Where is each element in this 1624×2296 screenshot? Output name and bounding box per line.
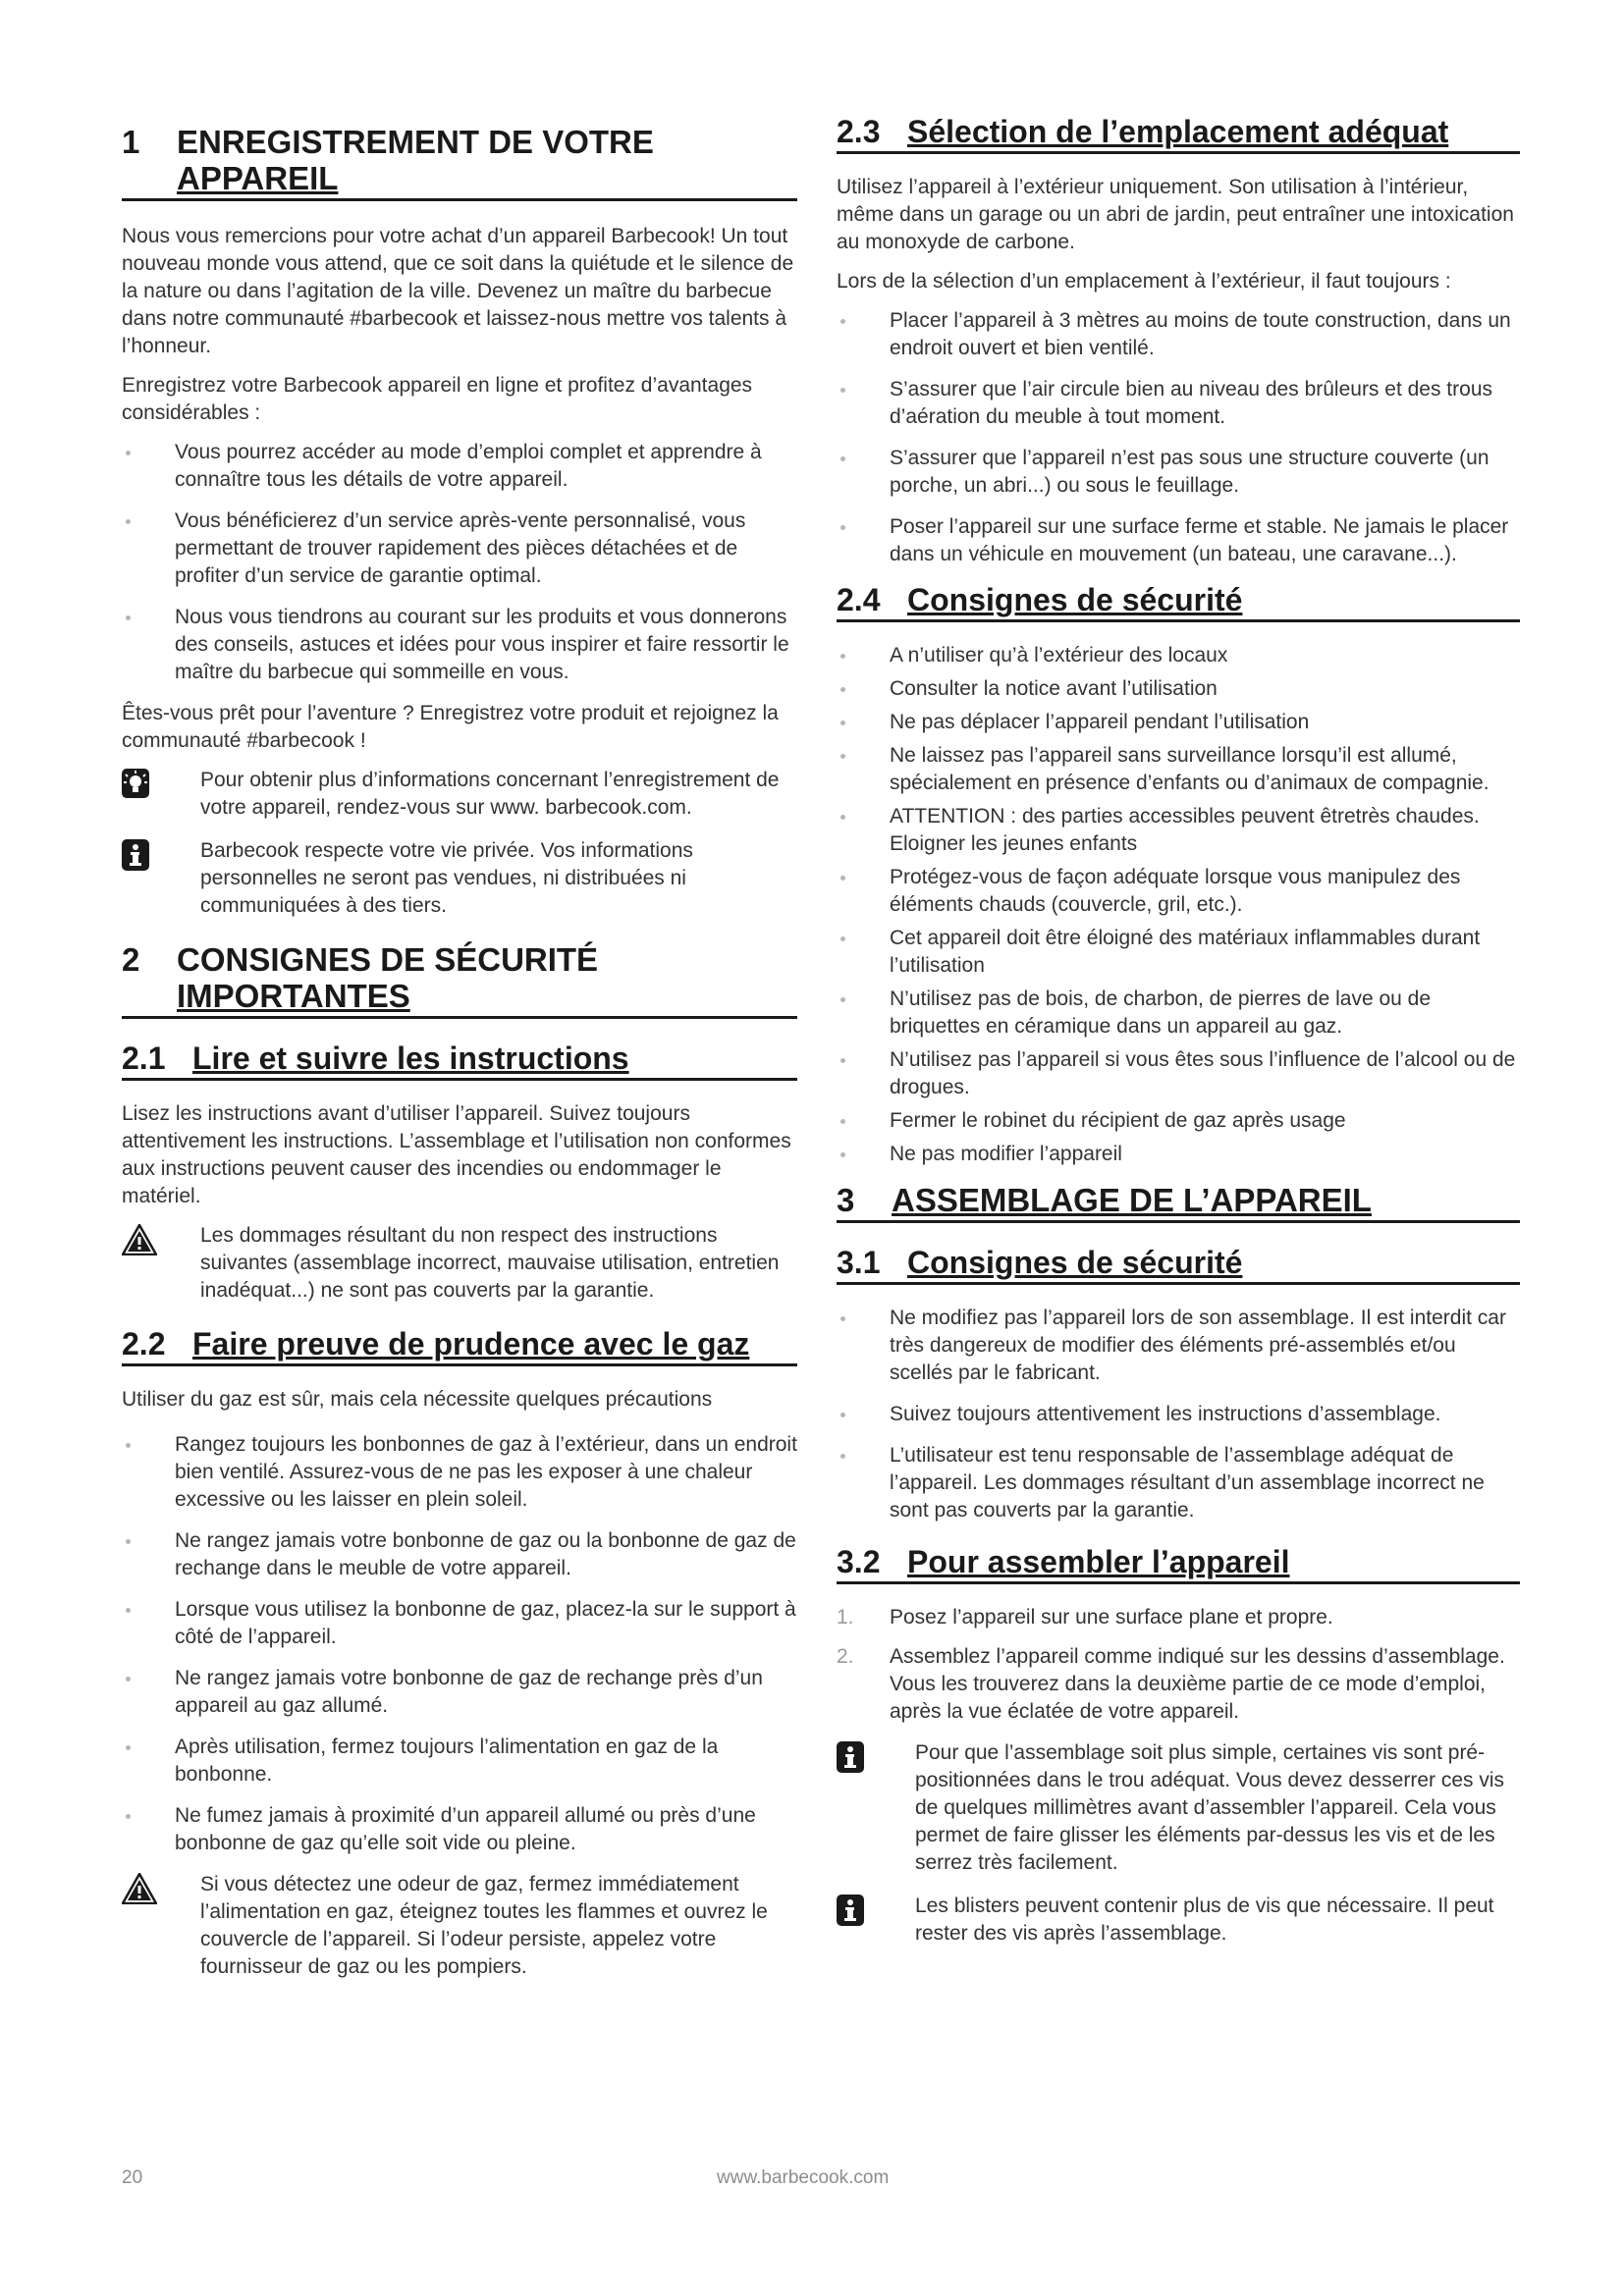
section-2-1-title: Lire et suivre les instructions xyxy=(192,1041,629,1076)
section-3-1-number: 3.1 xyxy=(837,1245,881,1280)
section-2-3-heading xyxy=(837,114,1520,154)
blisters-note-text: Les blisters peuvent contenir plus de vis que nécessaire. Il peut rester des vis après l’assemblage. xyxy=(915,1895,1494,1945)
step-number: 1. xyxy=(837,1606,854,1629)
info-icon xyxy=(837,1893,895,1948)
list-item: S’assurer que l’appareil n’est pas sous une structure couverte (un porche, un abri...) ou sous le feuillage. xyxy=(837,445,1520,500)
location-list xyxy=(837,307,1520,568)
lightbulb-icon xyxy=(122,767,181,822)
right-column xyxy=(837,114,1520,1963)
step-number: 2. xyxy=(837,1645,854,1668)
section-2-1-heading xyxy=(122,1041,797,1081)
assembly-steps-list xyxy=(837,1604,1520,1726)
list-item: Consulter la notice avant l’utilisation xyxy=(837,675,1520,703)
list-item: Suivez toujours attentivement les instructions d’assemblage. xyxy=(837,1401,1520,1428)
list-item: Ne rangez jamais votre bonbonne de gaz de rechange près d’un appareil au gaz allumé. xyxy=(122,1665,797,1720)
step-text: Posez l’appareil sur une surface plane et propre. xyxy=(890,1606,1333,1629)
privacy-note xyxy=(122,837,797,920)
section-2-3-number: 2.3 xyxy=(837,114,881,149)
section-2-1-text: Lisez les instructions avant d’utiliser l’appareil. Suivez toujours attentivement les instructions. L’assemblage et l’utilisation non conformes aux instructions peuvent causer des incendies ou endommager le matériel. xyxy=(122,1102,791,1207)
section-2-title-line2: IMPORTANTES xyxy=(177,978,410,1014)
safety-instructions-list xyxy=(837,642,1520,1168)
section-2-heading xyxy=(122,941,797,1019)
section-2-title-line1: CONSIGNES DE SÉCURITÉ xyxy=(177,941,599,978)
list-item: Vous pourrez accéder au mode d’emploi complet et apprendre à connaître tous les détails de votre appareil. xyxy=(122,439,797,494)
list-item: Ne pas modifier l’appareil xyxy=(837,1141,1520,1168)
footer-website: www.barbecook.com xyxy=(717,2167,890,2188)
list-item: A n’utiliser qu’à l’extérieur des locaux xyxy=(837,642,1520,669)
list-item: Ne fumez jamais à proximité d’un appareil allumé ou près d’une bonbonne de gaz qu’elle soit vide ou pleine. xyxy=(122,1802,797,1857)
gas-smell-warning-text: Si vous détectez une odeur de gaz, fermez immédiatement l’alimentation en gaz, éteignez toutes les flammes et ouvrez le couvercle de l’appareil. Si l’odeur persiste, appelez votre fournisseur de gaz ou les pompiers. xyxy=(200,1873,768,1978)
section-2-4-heading xyxy=(837,582,1520,622)
list-item: Ne modifiez pas l’appareil lors de son assemblage. Il est interdit car très dangereux de modifier des éléments pré-assemblés et/ou scellés par le fabricant. xyxy=(837,1305,1520,1387)
list-item: Protégez-vous de façon adéquate lorsque vous manipulez des éléments chauds (couvercle, gril, etc.). xyxy=(837,864,1520,919)
section-3-2-heading xyxy=(837,1544,1520,1584)
list-item: Cet appareil doit être éloigné des matériaux inflammables durant l’utilisation xyxy=(837,925,1520,980)
screws-note xyxy=(837,1739,1520,1877)
gas-smell-warning xyxy=(122,1871,797,1981)
section-3-title: ASSEMBLAGE DE L’APPAREIL xyxy=(892,1182,1372,1218)
tip-note-text: Pour obtenir plus d’informations concernant l’enregistrement de votre appareil, rendez-vous sur www. barbecook.com. xyxy=(200,769,780,819)
section-3-heading xyxy=(837,1182,1520,1223)
list-item: Ne pas déplacer l’appareil pendant l’utilisation xyxy=(837,709,1520,736)
list-item: Ne laissez pas l’appareil sans surveillance lorsqu’il est allumé, spécialement en présence d’enfants ou d’animaux de compagnie. xyxy=(837,742,1520,797)
list-item xyxy=(837,1604,1520,1631)
warranty-warning-text: Les dommages résultant du non respect des instructions suivantes (assemblage incorrect, mauvaise utilisation, entretien inadéquat...) ne sont pas couverts par la garantie. xyxy=(200,1224,780,1302)
gas-precautions-list xyxy=(122,1431,797,1857)
section-3-2-title: Pour assembler l’appareil xyxy=(907,1544,1290,1579)
section-3-1-title: Consignes de sécurité xyxy=(907,1245,1243,1280)
left-column xyxy=(122,124,797,1997)
warning-icon xyxy=(122,1871,181,1981)
section-3-1-heading xyxy=(837,1245,1520,1285)
list-item: S’assurer que l’air circule bien au niveau des brûleurs et des trous d’aération du meuble à tout moment. xyxy=(837,376,1520,431)
warranty-warning xyxy=(122,1222,797,1305)
tip-note xyxy=(122,767,797,822)
blisters-note xyxy=(837,1893,1520,1948)
section-3-number: 3 xyxy=(837,1182,855,1218)
section-2-4-number: 2.4 xyxy=(837,582,881,617)
intro-paragraph-1: Nous vous remercions pour votre achat d’un appareil Barbecook! Un tout nouveau monde vous attend, que ce soit dans la quiétude et le silence de la nature ou dans l’agitation de la ville. Devenez un maître du barbecue dans notre communauté #barbecook et laissez-nous mettre vos talents à l’honneur. xyxy=(122,225,794,357)
list-item: L’utilisateur est tenu responsable de l’assemblage adéquat de l’appareil. Les dommages résultant d’un assemblage incorrect ne sont pas couverts par la garantie. xyxy=(837,1442,1520,1524)
benefits-list xyxy=(122,439,797,686)
section-1-title-line1: ENREGISTREMENT DE VOTRE xyxy=(177,124,654,160)
section-2-2-title: Faire preuve de prudence avec le gaz xyxy=(192,1326,750,1362)
list-item: Ne rangez jamais votre bonbonne de gaz ou la bonbonne de gaz de rechange dans le meuble de votre appareil. xyxy=(122,1527,797,1582)
section-2-2-text: Utiliser du gaz est sûr, mais cela nécessite quelques précautions xyxy=(122,1388,713,1411)
list-item: Vous bénéficierez d’un service après-vente personnalisé, vous permettant de trouver rapidement des pièces détachées et de profiter d’un service de garantie optimal. xyxy=(122,507,797,590)
list-item: Placer l’appareil à 3 mètres au moins de toute construction, dans un endroit ouvert et bien ventilé. xyxy=(837,307,1520,362)
list-item: N’utilisez pas l’appareil si vous êtes sous l’influence de l’alcool ou de drogues. xyxy=(837,1046,1520,1101)
info-icon xyxy=(122,837,181,920)
intro-paragraph-3: Êtes-vous prêt pour l’aventure ? Enregistrez votre produit et rejoignez la communauté #barbecook ! xyxy=(122,702,779,752)
list-item: Après utilisation, fermez toujours l’alimentation en gaz de la bonbonne. xyxy=(122,1734,797,1789)
list-item: N’utilisez pas de bois, de charbon, de pierres de lave ou de briquettes en céramique dans un appareil au gaz. xyxy=(837,986,1520,1041)
list-item: Poser l’appareil sur une surface ferme et stable. Ne jamais le placer dans un véhicule en mouvement (un bateau, une caravane...). xyxy=(837,513,1520,568)
privacy-note-text: Barbecook respecte votre vie privée. Vos informations personnelles ne seront pas vendues, ni distribuées ni communiquées à des tiers. xyxy=(200,839,693,917)
list-item: Rangez toujours les bonbonnes de gaz à l’extérieur, dans un endroit bien ventilé. Assurez-vous de ne pas les exposer à une chaleur excessive ou les laisser en plein soleil. xyxy=(122,1431,797,1514)
section-2-1-number: 2.1 xyxy=(122,1041,166,1076)
section-1-heading xyxy=(122,124,797,201)
section-1-number: 1 xyxy=(122,124,140,160)
screws-note-text: Pour que l’assemblage soit plus simple, certaines vis sont pré-positionnées dans le trou adéquat. Vous devez desserrer ces vis de quelques millimètres avant d’assembler l’appareil. Cela vous permet de faire glisser les éléments par-dessus les vis et de les serrez très facilement. xyxy=(915,1741,1505,1874)
warning-icon xyxy=(122,1222,181,1305)
intro-paragraph-2: Enregistrez votre Barbecook appareil en ligne et profitez d’avantages considérables : xyxy=(122,374,753,424)
page-number: 20 xyxy=(122,2167,143,2188)
list-item xyxy=(837,1643,1520,1726)
section-1-title-line2: APPAREIL xyxy=(177,160,339,196)
section-2-3-text-2: Lors de la sélection d’un emplacement à l’extérieur, il faut toujours : xyxy=(837,270,1451,293)
section-2-number: 2 xyxy=(122,941,140,978)
section-2-2-number: 2.2 xyxy=(122,1326,166,1362)
section-2-3-title: Sélection de l’emplacement adéquat xyxy=(907,114,1449,149)
section-2-3-text-1: Utilisez l’appareil à l’extérieur uniquement. Son utilisation à l’intérieur, même dans un garage ou un abri de jardin, peut entraîner une intoxication au monoxyde de carbone. xyxy=(837,176,1514,253)
step-text: Assemblez l’appareil comme indiqué sur les dessins d’assemblage. Vous les trouverez dans la deuxième partie de ce mode d’emploi, après la vue éclatée de votre appareil. xyxy=(890,1645,1505,1723)
list-item: ATTENTION : des parties accessibles peuvent êtretrès chaudes. Eloigner les jeunes enfants xyxy=(837,803,1520,858)
info-icon xyxy=(837,1739,895,1877)
list-item: Lorsque vous utilisez la bonbonne de gaz, placez-la sur le support à côté de l’appareil. xyxy=(122,1596,797,1651)
section-3-2-number: 3.2 xyxy=(837,1544,881,1579)
section-2-2-heading xyxy=(122,1326,797,1366)
list-item: Fermer le robinet du récipient de gaz après usage xyxy=(837,1107,1520,1135)
list-item: Nous vous tiendrons au courant sur les produits et vous donnerons des conseils, astuces et idées pour vous inspirer et faire ressortir le maître du barbecue qui sommeille en vous. xyxy=(122,604,797,686)
assembly-safety-list xyxy=(837,1305,1520,1524)
section-2-4-title: Consignes de sécurité xyxy=(907,582,1243,617)
